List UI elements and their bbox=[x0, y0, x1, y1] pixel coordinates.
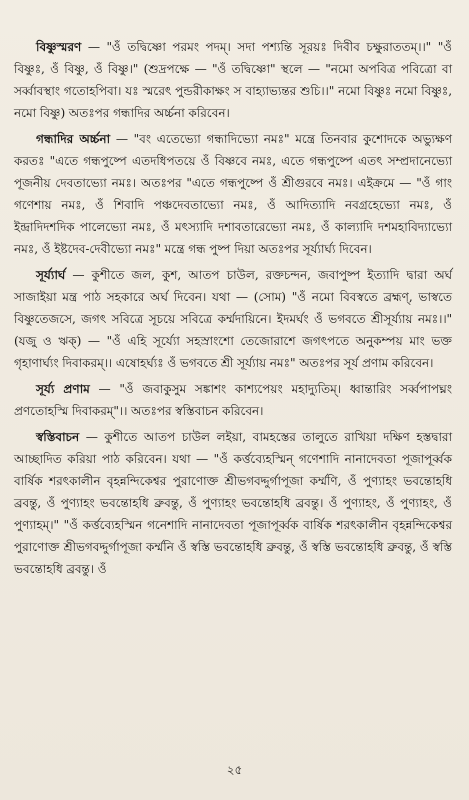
paragraph-heading: স্বস্তিবাচন bbox=[36, 430, 80, 444]
paragraph-heading: সূর্য্য প্রণাম bbox=[36, 382, 90, 396]
page-text bbox=[14, 36, 452, 584]
paragraph-heading: সূর্য্যার্ঘ bbox=[36, 268, 66, 282]
paragraph-gandhadir-archana bbox=[14, 128, 452, 260]
paragraph-body: — কুশীতে জল, কুশ, আতপ চাউল, রক্তচন্দন, জবাপুষ্প ইত্যাদি দ্বারা অর্ঘ সাজাইয়া মন্ত্র পাঠ সহকারে অর্ঘ দিবেন। যথা — (সোম) "ওঁ নমো বিবস্বতে ব্রহ্মণ্, ভাস্বতে বিষ্ণুতেজসে, জগৎ সবিত্রে সূচয়ে সবিত্রে কর্ম্মদায়িনে। ইদমর্ঘং ওঁ ভগবতে শ্রীসূর্য্যায় নমঃ।।" (যজু ও ঋক্) — "ওঁ এহি সূর্য্যো সহস্রাংশো তেজোরাশে জগৎপতে অনুকম্পয় মাং ভক্ত গৃহাণার্ঘ্যং দিবাকরম্।। এষোহর্ঘ্যঃ ওঁ ভগবতে শ্রী সূর্য্যায় নমঃ" অতঃপর সূর্য প্রণাম করিবেন। bbox=[14, 268, 452, 370]
paragraph-vishnu-smaran bbox=[14, 36, 452, 124]
paragraph-swastibachan bbox=[14, 426, 452, 580]
page-number: ২৫ bbox=[226, 763, 243, 777]
paragraph-body: — কুশীতে আতপ চাউল লইয়া, বামহস্তের তালুতে রাখিয়া দক্ষিণ হস্তদ্বারা আচ্ছাদিত করিয়া পাঠ করিবেন। যথা — "ওঁ কর্ত্তব্যেহস্মিন্ গণেশাদি নানাদেবতা পূজাপূর্ব্বক বার্ষিক শরৎকালীন বৃহন্নন্দিকেশ্বর পুরাণোক্ত শ্রীভগবদ্দুর্গাপূজা কর্ম্মণি, ওঁ পুণ্যাহং ভবন্তোহধি ব্রবন্তু, ওঁ পুণ্যাহং ভবন্তোহধি ব্রুবন্তু, ওঁ পুণ্যাহং ভবন্তোহধি ব্রবন্তু। ওঁ পুণ্যাহং, ওঁ পুণ্যাহং, ওঁ পুণ্যাহম্।" "ওঁ কর্ত্তব্যেহস্মিন গনেশাদি নানাদেবতা পূজাপূর্ব্বক বার্ষিক শরৎকালীন বৃহন্নন্দিকেশ্বর পুরাণোক্ত শ্রীভগবদ্দুর্গাপূজা কর্ম্মনি ওঁ স্বস্তি ভবন্তোহধি ব্রুবন্তু, ওঁ স্বস্তি ভবন্তোহধি ব্রুবন্তু, ওঁ স্বস্তি ভবন্তোহধি ব্রবন্তু। ওঁ bbox=[14, 430, 452, 576]
paragraph-surya-pranam bbox=[14, 378, 452, 422]
paragraph-body: — "ওঁ জবাকুসুম সঙ্কাশং কাশ্যপেয়ং মহাদ্যুতিম্। ধ্বান্তারিং সর্ব্বপাপঘ্নং প্রণতোহস্মি দিবাকরম্"।। অতঃপর স্বস্তিবাচন করিবেন। bbox=[14, 382, 453, 418]
paragraph-heading: বিষ্ণুস্মরণ bbox=[36, 40, 82, 54]
paragraph-heading: গন্ধাদির অর্চ্চনা bbox=[36, 132, 111, 146]
paragraph-body: — "ওঁ তদ্বিষ্ণো পরমং পদম্। সদা পশ্যন্তি সূরয়ঃ দিবীব চক্ষুরাততম্।।" "ওঁ বিষ্ণুঃ, ওঁ বিষ্ণু, ওঁ বিষ্ণু।" (শুদ্রপক্ষে — "ওঁ তদ্বিষ্ণো" স্থলে — "নমো অপবিত্র পবিত্রো বা সর্ব্বাবস্থাং গতোহপিবা। যঃ স্মরেৎ পুন্ডরীকাক্ষং স বাহ্যাভ্যন্তর শুচি।।" নমো বিষ্ণুঃ নমো বিষ্ণুঃ, নমো বিষ্ণু) অতঃপর গন্ধাদির অর্চ্চনা করিবেন। bbox=[14, 40, 452, 120]
paragraph-suryargha bbox=[14, 264, 452, 374]
paragraph-body: — "বং এতেভ্যো গন্ধাদিভ্যো নমঃ" মন্ত্রে তিনবার কুশোদকে অভ্যুক্ষণ করতঃ "এতে গন্ধপুষ্পে এতদধিপতয়ে ওঁ বিষ্ণবে নমঃ, এতে গন্ধপুষ্পে এতৎ সম্প্রদানেভ্যো পূজনীয় দেবতাভ্যো নমঃ। অতঃপর "এতে গন্ধপুষ্পে ওঁ শ্রীগুরবে নমঃ। এইক্রমে — "ওঁ গাং গণেশায় নমঃ, ওঁ শিবাদি পঞ্চদেবতাভ্যো নমঃ, ওঁ আদিত্যাদি নবগ্রহেভ্যো নমঃ, ওঁ ইন্দ্রাদিদশদিক পালেভ্যো নমঃ, ওঁ মৎস্যাদি দশাবতারেভ্যো নমঃ, ওঁ কাল্যাদি দশমহাবিদ্যাভ্যো নমঃ, ওঁ ইষ্টদেব-দেবীভ্যো নমঃ" মন্ত্রে গন্ধ পুষ্প দিয়া অতঃপর সূর্য্যার্ঘ্য দিবেন। bbox=[14, 132, 453, 256]
